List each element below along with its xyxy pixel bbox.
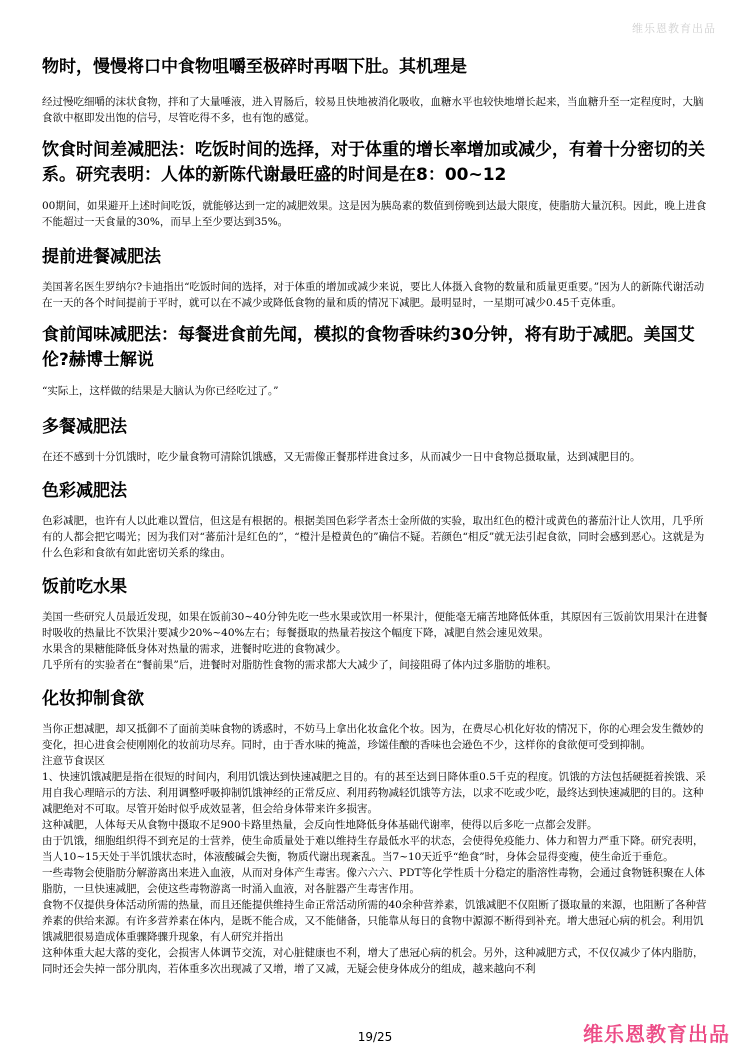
paragraph: 经过慢吃细嚼的沫状食物，拌和了大量唾液，进入胃肠后，较易且快地被消化吸收，血糖水平也较快地增长起来，当血糖升至一定程度时，大脑食欲中枢即发出饱的信号，尽管吃得不多，也有饱的感觉。 xyxy=(42,96,704,124)
paragraph: 由于饥饿，细胞组织得不到充足的士营养，使生命质量处于难以维持生存最低水平的状态，会使得免疫能力、体力和智力严重下降。研究表明，当人10~15天处于半饥饿状态时，体液酸碱会失衡，物质代谢出现紊乱。当7~10天近乎“绝食”时，身体会显得变瘦，使生命近于垂危。 xyxy=(42,835,704,863)
paragraph: 00期间，如果避开上述时间吃饭，就能够达到一定的减肥效果。这是因为胰岛素的数值到傍晚到达最大限度，使脂肪大量沉积。因此，晚上进食不能超过一天食量的30%，而早上至少要达到35%。 xyxy=(42,200,707,228)
section-heading: 色彩减肥法 xyxy=(42,481,127,501)
section-heading: 物时，慢慢将口中食物咀嚼至极碎时再咽下肚。其机理是 xyxy=(42,57,467,77)
paragraph: 美国著名医生罗纳尔?卡迪指出“吃饭时间的选择，对于体重的增加或减少来说，要比人体摄入食物的数量和质量更重要。”因为人的新陈代谢活动在一天的各个时间提前于平时，就可以在不减少或降低食物的量和质的情况下减肥。最明显时，一星期可减少0.45千克体重。 xyxy=(42,281,705,309)
paragraph: 一些毒物会使脂肪分解游离出来进入血液，从而对身体产生毒害。像六六六、PDT等化学性质十分稳定的脂溶性毒物，会通过食物链积聚在人体脂肪，一旦快速减肥，会使这些毒物游离一时涌入血液，对各脏器产生毒害作用。 xyxy=(42,867,705,895)
paragraph: 1、快速饥饿减肥是指在很短的时间内，利用饥饿达到快速减肥之目的。有的甚至达到日降体重0.5千克的程度。饥饿的方法包括硬挺着挨饿、采用自我心理暗示的方法、利用调整呼吸抑制饥饿神经的正常反应、利用药物减轻饥饿等方法，以求不吃或少吃，最终达到快速减肥的目的。这种减肥绝对不可取。尽管开始时似乎成效显著，但会给身体带来许多损害。 xyxy=(42,771,706,815)
page-number: 19/25 xyxy=(357,1030,393,1044)
document-body xyxy=(42,55,710,977)
paragraph: 这种减肥，人体每天从食物中摄取不足900卡路里热量，会反向性地降低身体基础代谢率，使得以后多吃一点都会发胖。 xyxy=(42,819,598,831)
watermark-top: 维乐恩教育出品 xyxy=(632,22,716,35)
paragraph: 食物不仅提供身体活动所需的热量，而且还能提供维持生命正常活动所需的40余种营养素，饥饿减肥不仅阻断了摄取量的来源，也阻断了各种营养素的供给来源。有许多营养素在体内，是既不能合成，又不能储备，只能靠从每日的食物中源源不断得到补充。增大患冠心病的机会。利用饥饿减肥很易造成体重骤降骤升现象，有人研究并指出 xyxy=(42,899,707,943)
section-heading: 饮食时间差减肥法：吃饭时间的选择，对于体重的增长率增加或减少，有着十分密切的关系。研究表明：人体的新陈代谢最旺盛的时间是在8：00~12 xyxy=(42,140,705,185)
section-heading: 饭前吃水果 xyxy=(42,577,127,597)
section-heading: 多餐减肥法 xyxy=(42,417,127,437)
section-heading: 提前进餐减肥法 xyxy=(42,247,161,267)
paragraph: 水果含的果糖能降低身体对热量的需求，进餐时吃进的食物减少。 xyxy=(42,643,347,655)
watermark-logo: 维乐恩教育出品 xyxy=(583,1022,730,1046)
section-heading: 食前闻味减肥法：每餐进食前先闻，模拟的食物香味约30分钟，将有助于减肥。美国艾伦?赫博士解说 xyxy=(42,325,695,370)
paragraph: 当你正想减肥，却又抵御不了面前美味食物的诱惑时，不妨马上拿出化妆盒化个妆。因为，在费尽心机化好妆的情况下，你的心理会发生微妙的变化，担心进食会使刚刚化的妆前功尽弃。同时，由于香水味的掩盖，珍馐佳酿的香味也会逊色不少，这样你的食欲便可受到抑制。 xyxy=(42,723,704,751)
paragraph: 注意节食误区 xyxy=(42,755,105,767)
paragraph: 在还不感到十分饥饿时，吃少量食物可清除饥饿感，又无需像正餐那样进食过多，从而减少一日中食物总摄取量，达到减肥目的。 xyxy=(42,451,641,463)
paragraph: 几乎所有的实验者在“餐前果”后，进餐时对脂肪性食物的需求都大大减少了，间接阻碍了体内过多脂肪的堆积。 xyxy=(42,659,557,671)
paragraph: “实际上，这样做的结果是大脑认为你已经吃过了。” xyxy=(42,385,279,397)
paragraph: 美国一些研究人员最近发现，如果在饭前30~40分钟先吃一些水果或饮用一杯果汁，便能毫无痛苦地降低体重，其原因有三饭前饮用果汁在进餐时吸收的热量比不饮果汁要减少20%~40%左右；每餐摄取的热量若按这个幅度下降，减肥自然会速见效果。 xyxy=(42,611,708,639)
paragraph: 色彩减肥，也许有人以此难以置信，但这是有根据的。根据美国色彩学者杰士金所做的实验，取出红色的橙汁或黄色的蕃茄汁让人饮用，几乎所有的人都会把它喝光；因为我们对“蕃茄汁是红色的”，“橙汁是橙黄色的”确信不疑。若颜色“相反”就无法引起食欲，同时会感到恶心。这就是为什么色彩和食欲有如此密切关系的缘由。 xyxy=(42,515,705,559)
section-heading: 化妆抑制食欲 xyxy=(42,689,144,709)
paragraph: 这种体重大起大落的变化，会损害人体调节交流，对心脏健康也不利，增大了患冠心病的机会。另外，这种减肥方式，不仅仅减少了体内脂肪，同时还会失掉一部分肌肉，若体重多次出现减了又增，增了又减，无疑会使身体成分的组成，越来越向不利 xyxy=(42,947,704,975)
